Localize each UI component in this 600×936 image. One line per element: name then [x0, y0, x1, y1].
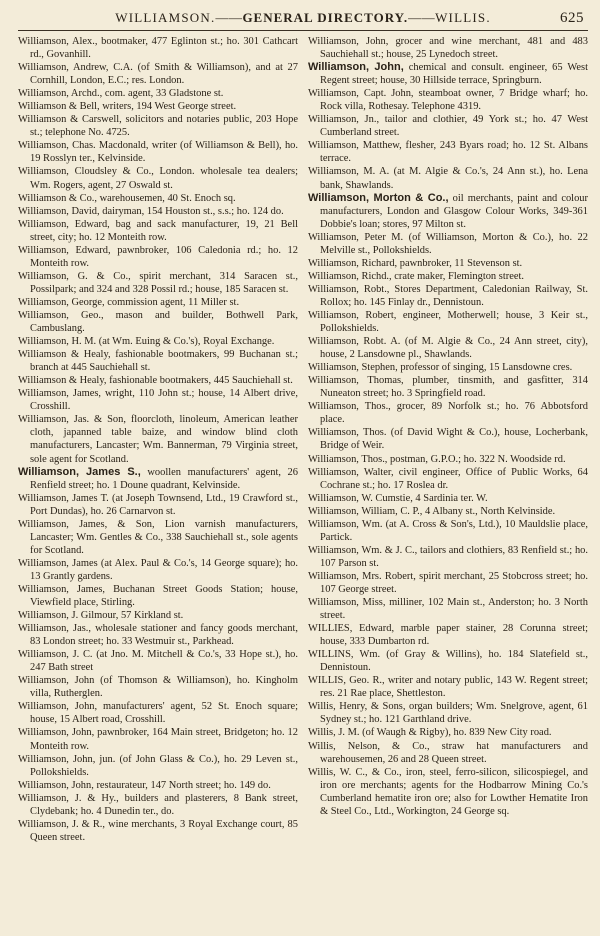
- entry-text: Williamson, James, & Son, Lion varnish manufacturers, Lancaster; Wm. Gentles & Co., 338 Sauchiehall st., sole agents for Scotland.: [18, 518, 298, 556]
- entry-text: Williamson, Jn., tailor and clothier, 49 York st.; ho. 47 West Cumberland street.: [308, 114, 588, 139]
- directory-entry: [308, 596, 588, 622]
- entry-text: Williamson & Carswell, solicitors and notaries public, 203 Hope st.; telephone No. 4725.: [18, 114, 298, 139]
- entry-text: Williamson, Wm. (at A. Cross & Son's, Ltd.), 10 Mauldslie place, Partick.: [308, 518, 588, 543]
- directory-entry: [18, 100, 298, 113]
- entry-text: Williamson, James, wright, 110 John st.; house, 14 Albert drive, Crosshill.: [18, 388, 298, 413]
- directory-entry: [308, 139, 588, 165]
- entry-text: Williamson, Richard, pawnbroker, 11 Stevenson st.: [308, 257, 523, 269]
- directory-entry: [308, 35, 588, 61]
- directory-entry: [18, 335, 298, 348]
- entry-text: Williamson, John, pawnbroker, 164 Main street, Bridgeton; ho. 12 Monteith row.: [18, 727, 298, 752]
- entry-text: Williamson, Robt., Stores Department, Caledonian Railway, St. Rollox; ho. 145 Finlay dr., Dennistoun.: [308, 283, 588, 308]
- right-column: [308, 35, 588, 844]
- entry-text: Williamson, Peter M. (of Williamson, Morton & Co.), ho. 22 Melville st., Pollokshields.: [308, 231, 588, 256]
- directory-entry: [308, 61, 588, 87]
- directory-entry: [308, 270, 588, 283]
- directory-entry: [308, 87, 588, 113]
- page-number: 625: [560, 10, 584, 26]
- entry-text: Williamson, John (of Thomson & Williamson), ho. Kingholm villa, Rutherglen.: [18, 675, 298, 700]
- entry-text: Williamson & Healy, fashionable bootmakers, 445 Sauchiehall st.: [18, 375, 293, 387]
- running-head-title: GENERAL DIRECTORY.: [242, 10, 409, 25]
- directory-entry: [18, 753, 298, 779]
- directory-entry: [18, 218, 298, 244]
- directory-entry: [18, 165, 298, 191]
- entry-text: Williamson, William, C. P., 4 Albany st., North Kelvinside.: [308, 505, 556, 517]
- directory-entry: [308, 309, 588, 335]
- entry-text: Willis, Nelson, & Co., straw hat manufacturers and warehousemen, 26 and 28 Queen street.: [308, 740, 588, 765]
- directory-entry: [18, 779, 298, 792]
- entry-text: Williamson, Geo., mason and builder, Bothwell Park, Cambuslang.: [18, 309, 298, 335]
- entry-text: WILLINS, Wm. (of Gray & Willins), ho. 184 Slatefield st., Dennistoun.: [308, 649, 588, 674]
- entry-text: Williamson, John, jun. (of John Glass & Co.), ho. 29 Leven st., Pollokshields.: [18, 753, 298, 778]
- entry-text: Williamson, Archd., com. agent, 33 Gladstone st.: [18, 88, 224, 100]
- directory-entry: [308, 622, 588, 648]
- entry-text: Williamson, H. M. (at Wm. Euing & Co.'s), Royal Exchange.: [18, 336, 275, 348]
- entry-text: Williamson, Edward, bag and sack manufacturer, 19, 21 Bell street, city; ho. 12 Monteith row.: [18, 218, 298, 243]
- entry-text: Williamson, Alex., bootmaker, 477 Eglinton st.; ho. 301 Cathcart rd., Govanhill.: [18, 36, 298, 61]
- entry-text: WILLIES, Edward, marble paper stainer, 28 Corunna street; house, 333 Dumbarton rd.: [308, 623, 588, 648]
- directory-entry: [18, 309, 298, 335]
- directory-entry: [308, 361, 588, 374]
- directory-entry: [308, 466, 588, 492]
- entry-text: Williamson, Jas. & Son, floorcloth, linoleum, American leather cloth, japanned table baize, and window blind cloth manufacturers, Lancaster; Wm. Bannerman, 79 Virginia street, sole agent for Scotland.: [18, 414, 298, 465]
- entry-text: Williamson, Mrs. Robert, spirit merchant, 25 Stobcross street; ho. 107 George street.: [308, 570, 588, 595]
- entry-text: chemical and consult. engineer, 65 West Regent street; house, 30 Hillside terrace, Springburn.: [320, 62, 588, 87]
- directory-entry: [18, 87, 298, 100]
- directory-entry: [18, 374, 298, 387]
- directory-entry: [18, 818, 298, 844]
- entry-bold-name: Williamson, Morton & Co.,: [308, 191, 449, 204]
- entry-text: Williamson, Chas. Macdonald, writer (of Williamson & Bell), ho. 19 Rosslyn ter., Kelvinside.: [18, 140, 298, 165]
- running-head: [18, 10, 588, 26]
- entry-text: Williamson, Thos., grocer, 89 Norfolk st.; ho. 76 Abbotsford place.: [308, 401, 588, 426]
- directory-entry: [18, 466, 298, 492]
- directory-entry: [18, 61, 298, 87]
- entry-text: Williamson & Co., warehousemen, 40 St. Enoch sq.: [18, 192, 236, 204]
- directory-entry: [308, 257, 588, 270]
- entry-text: Williamson, Walter, civil engineer, Office of Public Works, 64 Cochrane st.; ho. 17 Roslea dr.: [308, 466, 588, 491]
- entry-bold-name: Williamson, John,: [308, 61, 404, 74]
- directory-entry: [18, 270, 298, 296]
- directory-entry: [18, 387, 298, 413]
- entry-text: Williamson, David, dairyman, 154 Houston st., s.s.; ho. 124 do.: [18, 205, 284, 217]
- running-head-left: WILLIAMSON.: [115, 10, 216, 25]
- directory-entry: [308, 426, 588, 452]
- directory-entry: [308, 505, 588, 518]
- left-column: [18, 35, 298, 844]
- entry-text: Williamson, Capt. John, steamboat owner, 7 Bridge wharf; ho. Rock villa, Rothesay. Telephone 4319.: [308, 88, 588, 113]
- entry-text: Williamson, Wm. & J. C., tailors and clothiers, 83 Renfield st.; ho. 107 Parson st.: [308, 544, 588, 569]
- directory-entry: [308, 192, 588, 231]
- directory-columns: [18, 35, 588, 844]
- page-header: [18, 8, 588, 31]
- entry-text: Williamson, John, manufacturers' agent, 52 St. Enoch square; house, 15 Albert road, Crosshill.: [18, 701, 298, 726]
- directory-entry: [18, 113, 298, 139]
- entry-text: Williamson & Healy, fashionable bootmakers, 99 Buchanan st.; branch at 445 Sauchiehall st.: [18, 349, 298, 374]
- entry-text: Williamson, Cloudsley & Co., London. wholesale tea dealers; Wm. Rogers, agent, 27 Oswald st.: [18, 166, 298, 191]
- directory-entry: [308, 726, 588, 739]
- entry-text: Williamson, James T. (at Joseph Townsend, Ltd., 19 Crawford st., Port Dundas), ho. 26 Carnarvon st.: [18, 492, 298, 517]
- entry-text: Williamson, Jas., wholesale stationer and fancy goods merchant, 83 London street; ho. 33 Westmuir st., Parkhead.: [18, 623, 298, 648]
- entry-text: Willis, W. C., & Co., iron, steel, ferro-silicon, silicospiegel, and iron ore merchants; agents for the Hodbarrow Mining Co.'s Cumberland hematite iron ore; also for Lowther Hematite Iron & Steel Co., Ltd., Workington, 24 George sq.: [308, 766, 588, 817]
- directory-entry: [18, 244, 298, 270]
- directory-entry: [308, 570, 588, 596]
- entry-text: Willis, Henry, & Sons, organ builders; Wm. Snelgrove, agent, 61 Sydney st.; ho. 121 Garthland drive.: [308, 701, 588, 726]
- directory-entry: [18, 609, 298, 622]
- entry-text: Williamson, Matthew, flesher, 243 Byars road; ho. 12 St. Albans terrace.: [308, 140, 588, 165]
- entry-text: Williamson, Stephen, professor of singing, 15 Lansdowne cres.: [308, 362, 573, 374]
- directory-entry: [308, 700, 588, 726]
- running-head-right: WILLIS.: [435, 10, 491, 25]
- directory-entry: [308, 231, 588, 257]
- directory-entry: [308, 453, 588, 466]
- entry-text: Williamson, George, commission agent, 11 Miller st.: [18, 296, 240, 308]
- directory-entry: [18, 205, 298, 218]
- entry-bold-name: Williamson, James S.,: [18, 465, 141, 478]
- directory-entry: [308, 113, 588, 139]
- entry-text: Williamson, John, restaurateur, 147 North street; ho. 149 do.: [18, 779, 271, 791]
- running-head-dash-2: ——: [408, 10, 436, 25]
- directory-entry: [18, 674, 298, 700]
- directory-entry: [18, 413, 298, 465]
- directory-entry: [18, 557, 298, 583]
- directory-entry: [308, 374, 588, 400]
- directory-entry: [308, 766, 588, 818]
- entry-text: Williamson, Thos. (of David Wight & Co.), house, Locherbank, Bridge of Weir.: [308, 427, 588, 452]
- directory-entry: [18, 35, 298, 61]
- directory-entry: [308, 648, 588, 674]
- entry-text: Williamson, Robt. A. (of M. Algie & Co., 24 Ann street, city), house, 2 Lansdowne pl., Shawlands.: [308, 336, 588, 361]
- entry-text: Williamson, Richd., crate maker, Flemington street.: [308, 270, 524, 282]
- entry-text: Williamson, James (at Alex. Paul & Co.'s, 14 George square); ho. 13 Grantly gardens.: [18, 557, 298, 582]
- running-head-dash-1: ——: [215, 10, 243, 25]
- entry-text: oil merchants, paint and colour manufacturers, London and Glasgow Colour Works, 349-361 Dobbie's loan; stores, 97 Milton st.: [320, 192, 588, 230]
- entry-text: Williamson, J. C. (at Jno. M. Mitchell & Co.'s, 33 Hope st.), ho. 247 Bath street: [18, 649, 298, 674]
- directory-entry: [18, 792, 298, 818]
- directory-entry: [18, 139, 298, 165]
- entry-text: Williamson, W. Cumstie, 4 Sardinia ter. W.: [308, 492, 488, 504]
- directory-entry: [18, 700, 298, 726]
- entry-text: Williamson, Thos., postman, G.P.O.; ho. 322 N. Woodside rd.: [308, 453, 566, 465]
- directory-entry: [18, 726, 298, 752]
- directory-entry: [18, 648, 298, 674]
- entry-text: Williamson, Miss, milliner, 102 Main st., Anderston; ho. 3 North street.: [308, 597, 588, 622]
- directory-entry: [18, 583, 298, 609]
- entry-text: Williamson, Edward, pawnbroker, 106 Caledonia rd.; ho. 12 Monteith row.: [18, 244, 298, 269]
- directory-entry: [18, 518, 298, 557]
- entry-text: Williamson, J. Gilmour, 57 Kirkland st.: [18, 610, 184, 622]
- entry-text: woollen manufacturers' agent, 26 Renfield street; ho. 1 Doune quadrant, Kelvinside.: [30, 466, 298, 491]
- entry-text: Williamson & Bell, writers, 194 West George street.: [18, 101, 237, 113]
- entry-text: Williamson, Robert, engineer, Motherwell; house, 3 Keir st., Pollokshields.: [308, 309, 588, 335]
- directory-entry: [308, 400, 588, 426]
- directory-entry: [308, 544, 588, 570]
- entry-text: Williamson, Andrew, C.A. (of Smith & Williamson), and at 27 Cornhill, London, E.C.; res. London.: [18, 62, 298, 87]
- entry-text: Williamson, J. & Hy., builders and plasterers, 8 Bank street, Clydebank; ho. 4 Dunedin ter., do.: [18, 792, 298, 817]
- entry-text: Williamson, James, Buchanan Street Goods Station; house, Viewfield place, Stirling.: [18, 583, 298, 609]
- directory-entry: [18, 192, 298, 205]
- directory-entry: [18, 492, 298, 518]
- entry-text: WILLIS, Geo. R., writer and notary public, 143 W. Regent street; res. 21 Rae place, Shettleston.: [308, 675, 588, 700]
- entry-text: Williamson, Thomas, plumber, tinsmith, and gasfitter, 314 Nuneaton street; ho. 3 Springfield road.: [308, 375, 588, 400]
- entry-text: Williamson, M. A. (at M. Algie & Co.'s, 24 Ann st.), ho. Lena bank, Shawlands.: [308, 166, 588, 191]
- entry-text: Williamson, J. & R., wine merchants, 3 Royal Exchange court, 85 Queen street.: [18, 818, 298, 843]
- directory-entry: [308, 165, 588, 191]
- directory-entry: [18, 296, 298, 309]
- directory-entry: [308, 335, 588, 361]
- directory-entry: [308, 518, 588, 544]
- directory-entry: [308, 283, 588, 309]
- entry-text: Williamson, G. & Co., spirit merchant, 314 Saracen st., Possilpark; and 324 and 328 Possil rd.; house, 185 Saracen st.: [18, 270, 298, 295]
- directory-entry: [18, 622, 298, 648]
- directory-entry: [308, 740, 588, 766]
- entry-text: Williamson, John, grocer and wine merchant, 481 and 483 Sauchiehall st.; house, 25 Lynedoch street.: [308, 36, 588, 61]
- directory-entry: [18, 348, 298, 374]
- entry-text: Willis, J. M. (of Waugh & Rigby), ho. 839 New City road.: [308, 727, 552, 739]
- directory-entry: [308, 492, 588, 505]
- directory-entry: [308, 674, 588, 700]
